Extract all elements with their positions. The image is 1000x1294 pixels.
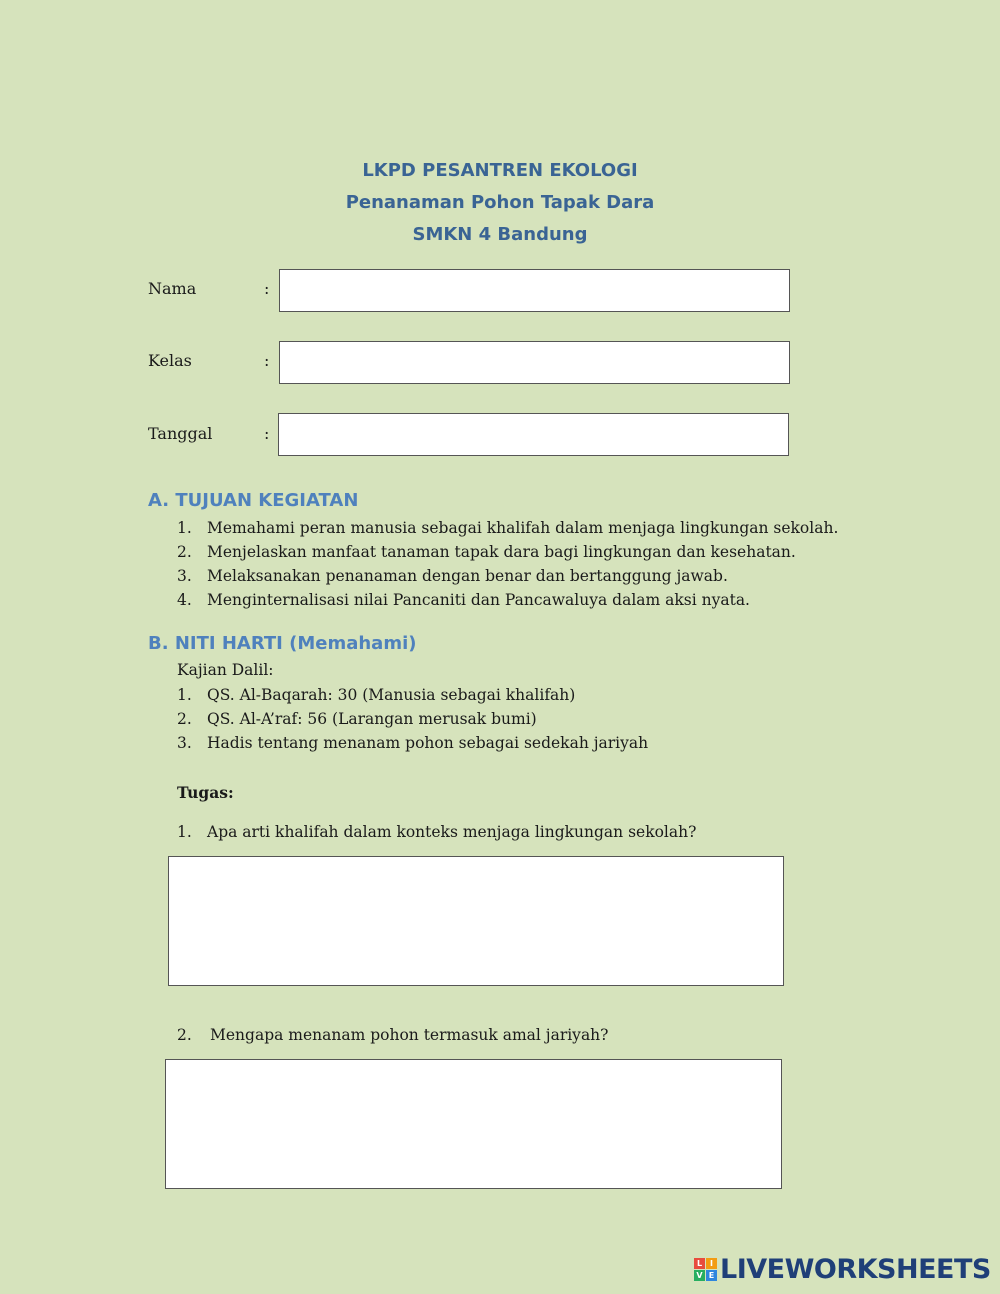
worksheet-subtitle: Penanaman Pohon Tapak Dara (345, 192, 655, 213)
list-number: 1. (177, 519, 192, 537)
brand-name: LIVEWORKSHEETS (720, 1253, 991, 1285)
list-item: QS. Al-Baqarah: 30 (Manusia sebagai khalifah) (207, 686, 576, 704)
liveworksheets-logo-icon (694, 1258, 717, 1281)
kajian-dalil-label: Kajian Dalil: (177, 661, 274, 679)
worksheet-title: LKPD PESANTREN EKOLOGI (362, 160, 638, 181)
list-number: 2. (177, 710, 192, 728)
colon: : (264, 351, 270, 370)
tanggal-input[interactable] (278, 413, 789, 456)
question-number: 1. (177, 823, 192, 841)
question-number: 2. (177, 1026, 192, 1044)
kelas-input[interactable] (279, 341, 790, 384)
list-number: 4. (177, 591, 192, 609)
list-number: 1. (177, 686, 192, 704)
logo-letter: L (694, 1258, 705, 1269)
question-text: Apa arti khalifah dalam konteks menjaga lingkungan sekolah? (207, 823, 697, 841)
nama-input[interactable] (279, 269, 790, 312)
liveworksheets-logo[interactable] (694, 1254, 991, 1284)
logo-letter: I (706, 1258, 717, 1269)
list-number: 3. (177, 567, 192, 585)
tanggal-label: Tanggal (148, 424, 213, 443)
list-item: Melaksanakan penanaman dengan benar dan bertanggung jawab. (207, 567, 728, 585)
list-number: 2. (177, 543, 192, 561)
list-item: Memahami peran manusia sebagai khalifah dalam menjaga lingkungan sekolah. (207, 519, 839, 537)
section-a-heading: A. TUJUAN KEGIATAN (148, 490, 359, 511)
list-item: QS. Al-A’raf: 56 (Larangan merusak bumi) (207, 710, 537, 728)
nama-label: Nama (148, 279, 197, 298)
answer-box-2[interactable] (165, 1059, 782, 1189)
school-name: SMKN 4 Bandung (412, 224, 588, 245)
colon: : (264, 424, 270, 443)
colon: : (264, 279, 270, 298)
list-item: Menginternalisasi nilai Pancaniti dan Pancawaluya dalam aksi nyata. (207, 591, 750, 609)
list-number: 3. (177, 734, 192, 752)
answer-box-1[interactable] (168, 856, 784, 986)
list-item: Hadis tentang menanam pohon sebagai sedekah jariyah (207, 734, 649, 752)
kelas-label: Kelas (148, 351, 192, 370)
section-b-heading: B. NITI HARTI (Memahami) (148, 633, 417, 654)
list-item: Menjelaskan manfaat tanaman tapak dara bagi lingkungan dan kesehatan. (207, 543, 796, 561)
logo-letter: V (694, 1270, 705, 1281)
logo-letter: E (706, 1270, 717, 1281)
tugas-label: Tugas: (177, 783, 234, 802)
question-text: Mengapa menanam pohon termasuk amal jariyah? (210, 1026, 609, 1044)
